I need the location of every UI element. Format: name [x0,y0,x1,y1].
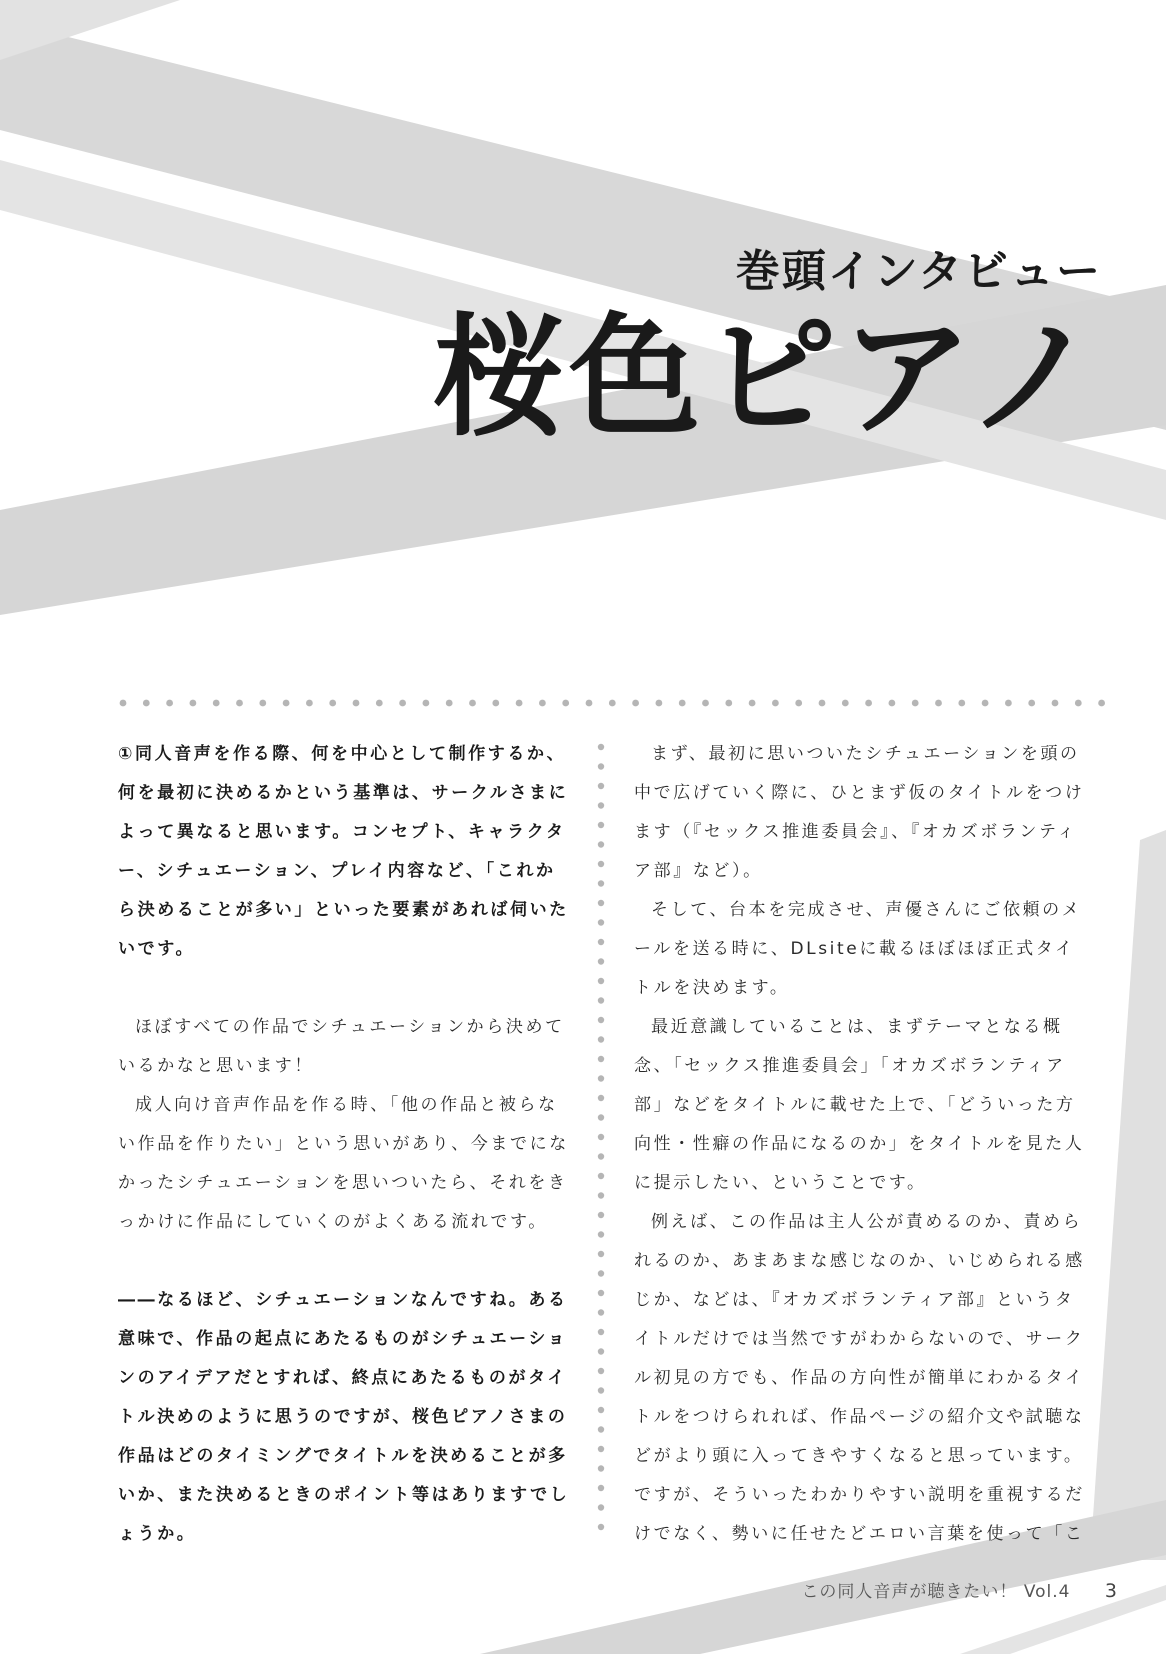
divider-dot [598,1075,604,1081]
divider-dot [865,700,872,707]
divider-dot [889,700,896,707]
header-kicker: 巻頭インタビュー [735,246,1102,297]
article-header [432,246,1102,455]
divider-dot [598,958,604,964]
divider-dot [213,700,220,707]
divider-dot [306,700,313,707]
divider-dot [598,1231,604,1237]
article-title: 桜色ピアノ [432,301,1102,455]
divider-dot [598,1173,604,1179]
interview-answer-1-paragraph-2: 成人向け音声作品を作る時、「他の作品と被らない作品を作りたい」という思いがあり、今までになかったシチュエーションを思いついたら、それをきっかけに作品にしていくのがよくある流れです。 [118,1095,569,1232]
divider-dot [562,700,569,707]
divider-dot [598,1153,604,1159]
divider-dot [598,1036,604,1042]
divider-dot [656,700,663,707]
divider-dot [598,1251,604,1257]
interview-answer-2-paragraph-4: 例えば、この作品は主人公が責めるのか、責められるのか、あまあまな感じなのか、いじめられる感じか、などは、『オカズボランティア部』というタイトルだけでは当然ですがわからないので、サークル初見の方でも、作品の方向性が簡単にわかるタイトルをつけられれば、作品ページの紹介文や試聴などがより頭に入ってきやすくなると思っています。 [634,1212,1085,1466]
divider-dot [1005,700,1012,707]
divider-dot [958,700,965,707]
divider-dot [598,1446,604,1452]
divider-dot [143,700,150,707]
divider-dot [598,861,604,867]
divider-dot [598,1465,604,1471]
divider-dot [598,978,604,984]
divider-dot [190,700,197,707]
divider-dot [598,1524,604,1530]
divider-dot [399,700,406,707]
divider-dot [598,1056,604,1062]
divider-dot [598,1114,604,1120]
interview-answer-1-paragraph-1: ほぼすべての作品でシチュエーションから決めているかなと思います！ [118,1017,565,1076]
divider-dot [935,700,942,707]
divider-dot [842,700,849,707]
divider-dot [598,997,604,1003]
divider-dot [598,763,604,769]
divider-dot [598,822,604,828]
interview-question-1: ①同人音声を作る際、何を中心として制作するか、何を最初に決めるかという基準は、サークルさまによって異なると思います。コンセプト、キャラクター、シチュエーション、プレイ内容など、「これから決めることが多い」といった要素があれば伺いたいです。 [118,744,569,959]
divider-dot [598,1368,604,1374]
divider-dot [725,700,732,707]
divider-dot [1028,700,1035,707]
divider-dot [598,841,604,847]
divider-dot [376,700,383,707]
divider-dot [702,700,709,707]
divider-dot [598,1504,604,1510]
divider-dot [598,1017,604,1023]
divider-dot [1098,700,1105,707]
interview-answer-2-paragraph-3: 最近意識していることは、まずテーマとなる概念、「セックス推進委員会」「オカズボランティア部」などをタイトルに載せた上で、「どういった方向性・性癖の作品になるのか」をタイトルを見た人に提示したい、ということです。 [634,1017,1085,1193]
divider-dot [598,1270,604,1276]
divider-dot [283,700,290,707]
divider-dot [586,700,593,707]
interview-question-2: ――なるほど、シチュエーションなんですね。ある意味で、作品の起点にあたるものがシチュエーションのアイデアだとすれば、終点にあたるものがタイトル決めのように思うのですが、桜色ピアノさまの作品はどのタイミングでタイトルを決めることが多いか、また決めるときのポイント等はありますでしょうか。 [118,1290,570,1544]
divider-dot [772,700,779,707]
divider-dot [598,1329,604,1335]
interview-answer-2-paragraph-1: まず、最初に思いついたシチュエーションを頭の中で広げていく際に、ひとまず仮のタイトルをつけます（『セックス推進委員会』、『オカズボランティア部』など）。 [634,744,1085,881]
divider-dot [598,1212,604,1218]
divider-dot [236,700,243,707]
divider-dot [632,700,639,707]
page-number: 3 [1104,1580,1118,1602]
divider-dot [598,744,604,750]
divider-dot [598,1407,604,1413]
publication-name: この同人音声が聴きたい！ Vol.4 [801,1582,1071,1602]
divider-dot [598,919,604,925]
divider-dot [819,700,826,707]
divider-dot [982,700,989,707]
right-column [634,735,1086,1554]
divider-dot [469,700,476,707]
divider-dot [912,700,919,707]
left-column [118,735,570,1554]
divider-dot [516,700,523,707]
divider-dot [329,700,336,707]
divider-dot [598,802,604,808]
divider-dot [423,700,430,707]
divider-dot [166,700,173,707]
divider-dot [259,700,266,707]
dotted-divider-horizontal [118,698,1108,708]
divider-dot [598,783,604,789]
dotted-divider-vertical [596,742,606,1542]
divider-dot [598,1095,604,1101]
divider-dot [598,880,604,886]
divider-dot [749,700,756,707]
divider-dot [598,1309,604,1315]
interview-answer-2-paragraph-5: ですが、そういったわかりやすい説明を重視するだけでなく、勢いに任せたどエロい言葉を使って「こ [634,1485,1085,1544]
divider-dot [598,1192,604,1198]
divider-dot [598,1426,604,1432]
divider-dot [795,700,802,707]
divider-dot [598,1134,604,1140]
divider-dot [539,700,546,707]
divider-dot [120,700,127,707]
divider-dot [609,700,616,707]
divider-dot [598,900,604,906]
divider-dot [446,700,453,707]
divider-dot [598,939,604,945]
stripe-right-vertical [1090,830,1166,1560]
interview-answer-2-paragraph-2: そして、台本を完成させ、声優さんにご依頼のメールを送る時に、DLsiteに載るほぼほぼ正式タイトルを決めます。 [634,900,1082,998]
divider-dot [679,700,686,707]
divider-dot [598,1485,604,1491]
divider-dot [1075,700,1082,707]
page-footer [801,1577,1118,1602]
divider-dot [1052,700,1059,707]
divider-dot [598,1348,604,1354]
divider-dot [598,1387,604,1393]
divider-dot [598,1290,604,1296]
divider-dot [353,700,360,707]
divider-dot [492,700,499,707]
